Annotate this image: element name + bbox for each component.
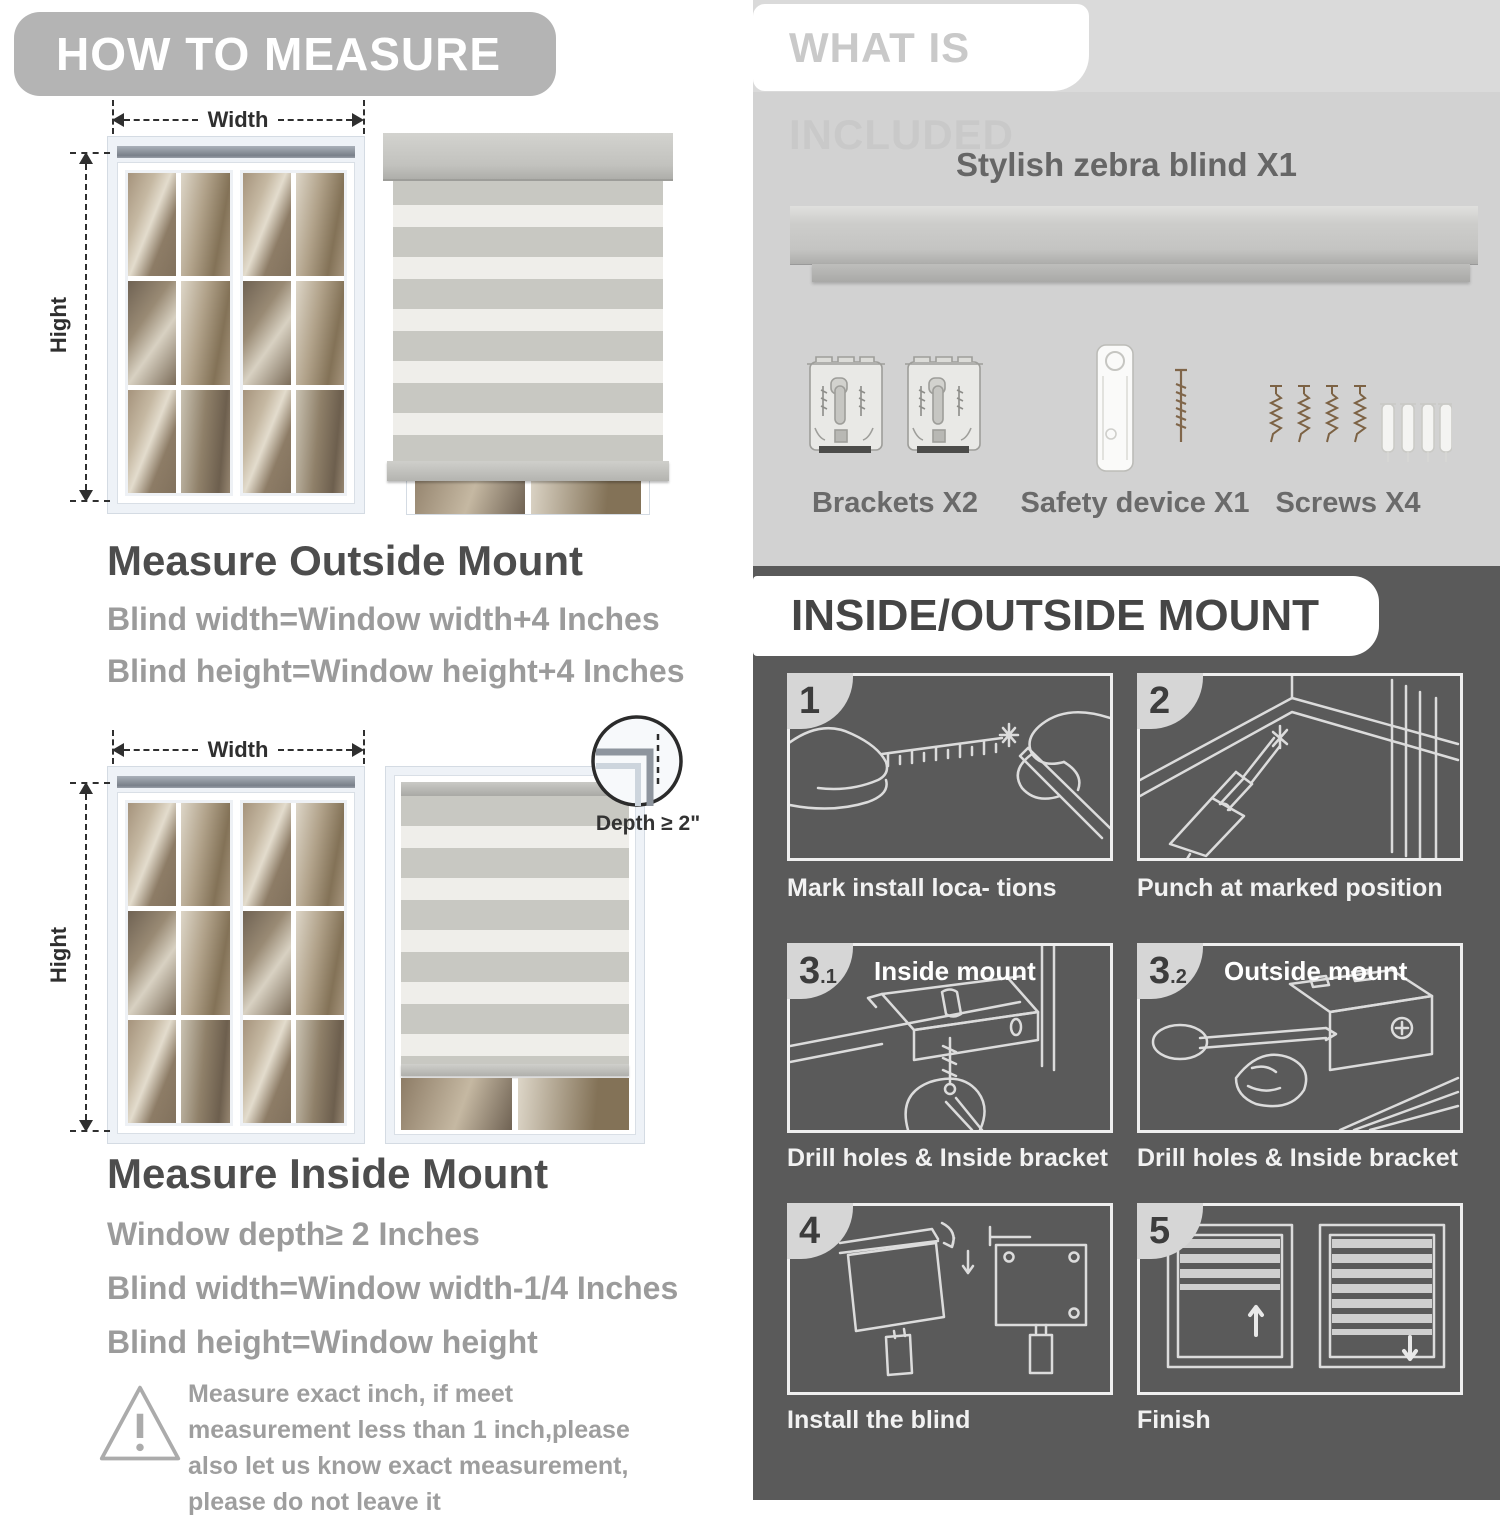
step-2-badge: 2 bbox=[1137, 673, 1203, 729]
zebra-blind-headrail-photo bbox=[790, 206, 1478, 286]
inside-rule-height: Blind height=Window height bbox=[107, 1324, 538, 1360]
blind-fabric bbox=[393, 175, 663, 461]
step-3-1-caption: Drill holes & Inside bracket bbox=[787, 1144, 1108, 1172]
step-3-1-badge: 3 .1 bbox=[787, 943, 853, 999]
height-arrow-2-tick-top bbox=[70, 782, 110, 784]
inside-rule-depth: Window depth≥ 2 Inches bbox=[107, 1216, 480, 1252]
measure-outside-title: Measure Outside Mount bbox=[107, 537, 584, 584]
measure-inside-title: Measure Inside Mount bbox=[107, 1150, 549, 1197]
hight-label: Hight bbox=[46, 296, 71, 354]
width-arrow-2-tick-left bbox=[112, 730, 114, 764]
step-3-1-title: Inside mount bbox=[874, 956, 1036, 986]
screws-label: Screws X4 bbox=[1275, 487, 1421, 519]
step-3-2-title: Outside mount bbox=[1224, 956, 1408, 986]
how-to-measure-header: HOW TO MEASURE bbox=[14, 12, 556, 96]
step-2-panel bbox=[1137, 673, 1463, 861]
height-arrow-tick-top bbox=[70, 152, 110, 154]
window-illustration-inside bbox=[107, 766, 365, 1144]
inside-blind-bottomrail bbox=[401, 1064, 629, 1076]
width-arrow-tick-left bbox=[112, 100, 114, 134]
inside-outside-mount-header: INSIDE/OUTSIDE MOUNT bbox=[753, 576, 1379, 656]
step-5-badge: 5 bbox=[1137, 1203, 1203, 1259]
safety-device-photo bbox=[1075, 342, 1205, 477]
warning-triangle-icon bbox=[98, 1378, 182, 1470]
brackets-label: Brackets X2 bbox=[811, 487, 979, 519]
inside-window-panes bbox=[401, 1078, 629, 1130]
depth-label: Depth ≥ 2" bbox=[595, 812, 701, 835]
width-arrow-2 bbox=[112, 737, 364, 762]
blind-bottomrail bbox=[387, 461, 669, 481]
width-label: Width bbox=[207, 107, 269, 132]
inside-blind-fabric bbox=[401, 796, 629, 1064]
step-4-panel bbox=[787, 1203, 1113, 1395]
step-1-badge: 1 bbox=[787, 673, 853, 729]
step-1-panel bbox=[787, 673, 1113, 861]
height-arrow-2 bbox=[76, 782, 96, 1132]
outside-rule-height: Blind height=Window height+4 Inches bbox=[107, 653, 685, 689]
hight-label-2: Hight bbox=[46, 926, 71, 984]
height-arrow bbox=[76, 152, 96, 502]
step-3-2-badge: 3 .2 bbox=[1137, 943, 1203, 999]
step-2-caption: Punch at marked position bbox=[1137, 874, 1443, 902]
window-door-right bbox=[240, 170, 348, 496]
step-4-caption: Install the blind bbox=[787, 1406, 971, 1434]
width-label-2: Width bbox=[207, 737, 269, 762]
window-roller-bar-2 bbox=[117, 776, 355, 788]
width-arrow-2-tick-right bbox=[363, 730, 365, 764]
step-3-2-caption: Drill holes & Inside bracket bbox=[1137, 1144, 1458, 1172]
step-4-badge: 4 bbox=[787, 1203, 853, 1259]
brackets-photo bbox=[805, 350, 985, 472]
warning-text: Measure exact inch, if meet measurement less than 1 inch,please also let us know exact measurement, please do not leave it bbox=[188, 1380, 630, 1516]
safety-device-label: Safety device X1 bbox=[1020, 487, 1250, 519]
outside-rule-width: Blind width=Window width+4 Inches bbox=[107, 601, 660, 637]
what-is-included-header: WHAT IS INCLUDED bbox=[753, 4, 1089, 91]
width-arrow-tick-right bbox=[363, 100, 365, 134]
window2-door-right bbox=[240, 800, 348, 1126]
zebra-blind-item-label: Stylish zebra blind X1 bbox=[955, 146, 1298, 183]
height-arrow-2-tick-bottom bbox=[70, 1130, 110, 1132]
zebra-blind-illustration-outside bbox=[383, 133, 673, 514]
step-5-caption: Finish bbox=[1137, 1406, 1211, 1434]
screws-photo bbox=[1262, 378, 1452, 478]
window-door-left bbox=[125, 170, 233, 496]
depth-detail-magnifier bbox=[590, 714, 684, 808]
step-3-1-panel bbox=[787, 943, 1113, 1133]
window-illustration-outside bbox=[107, 136, 365, 514]
step-5-panel bbox=[1137, 1203, 1463, 1395]
step-3-2-panel bbox=[1137, 943, 1463, 1133]
height-arrow-tick-bottom bbox=[70, 500, 110, 502]
window-roller-bar bbox=[117, 146, 355, 158]
width-arrow bbox=[112, 107, 364, 132]
step-1-caption: Mark install loca- tions bbox=[787, 874, 1057, 902]
inside-rule-width: Blind width=Window width-1/4 Inches bbox=[107, 1270, 679, 1306]
window2-door-left bbox=[125, 800, 233, 1126]
blind-headrail bbox=[383, 133, 673, 179]
